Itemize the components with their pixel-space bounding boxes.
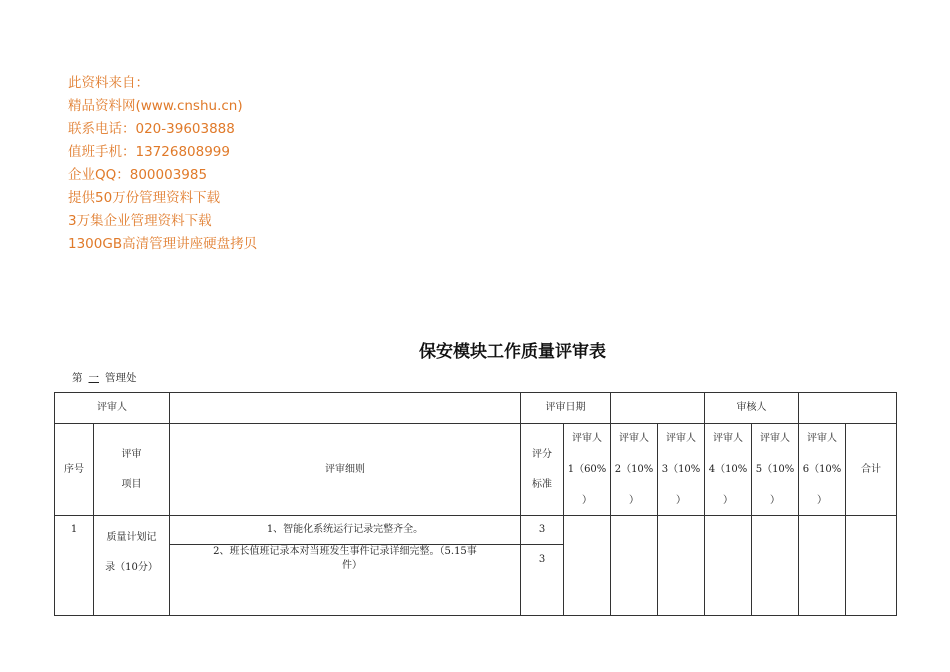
reviewer-col-top: 评审人 [760,432,790,444]
promo-block [68,72,257,256]
promo-line: 此资料来自： [68,75,149,91]
row-detail-line1: 2、班长值班记录本对当班发生事件记录详细完整。（5.15事 [213,546,477,557]
dept-suffix: 管理处 [105,372,137,384]
row-item-line2: 录（10分） [105,562,158,573]
reviewer-col-mid: 6（10% [802,463,842,475]
reviewer-col-top: 评审人 [666,432,696,444]
reviewer-col-header [705,424,752,516]
reviewer-col-mid: 5（10% [755,463,795,475]
score-cell-reviewer-4[interactable] [705,516,752,616]
row-detail-line2: 件） [342,560,362,571]
reviewer-col-top: 评审人 [713,432,743,444]
reviewer-col-bot: ） [629,494,639,506]
item-header [94,424,170,516]
score-header-bottom: 标准 [532,478,552,490]
department-line [72,370,137,385]
seq-header: 序号 [55,424,94,516]
row-seq: 1 [55,516,94,616]
reviewer-col-mid: 3（10% [661,463,701,475]
score-header-top: 评分 [532,448,552,460]
reviewer-col-mid: 2（10% [614,463,654,475]
reviewer-col-top: 评审人 [619,432,649,444]
reviewer-col-header [799,424,846,516]
header-row-1 [55,393,897,424]
dept-blank: 一 [88,372,99,384]
promo-line: 值班手机：13726808999 [68,144,230,160]
reviewer-col-header [611,424,658,516]
header-row-2 [55,424,897,516]
reviewer-col-mid: 1（60% [567,463,607,475]
row-score: 3 [521,545,564,616]
dept-prefix: 第 [72,372,83,384]
score-cell-reviewer-2[interactable] [611,516,658,616]
promo-line: 精品资料网(www.cnshu.cn) [68,98,243,114]
promo-line: 企业QQ：800003985 [68,167,208,183]
auditor-label: 审核人 [705,393,799,424]
reviewer-col-header [564,424,611,516]
row-item [94,516,170,616]
promo-line: 1300GB高清管理讲座硬盘拷贝 [68,236,258,252]
review-table [54,392,897,616]
review-date-value-cell[interactable] [611,393,705,424]
table-row [55,516,897,545]
document-title: 保安模块工作质量评审表 [419,342,606,362]
reviewer-col-top: 评审人 [572,432,602,444]
reviewer-col-mid: 4（10% [708,463,748,475]
promo-line: 提供50万份管理资料下载 [68,190,221,206]
reviewer-col-top: 评审人 [807,432,837,444]
auditor-value-cell[interactable] [799,393,897,424]
item-header-top: 评审 [121,448,142,460]
reviewer-col-bot: ） [770,494,780,506]
row-detail [170,545,521,616]
score-cell-reviewer-5[interactable] [752,516,799,616]
row-detail: 1、智能化系统运行记录完整齐全。 [170,516,521,545]
reviewer-col-bot: ） [723,494,733,506]
reviewer-col-bot: ） [817,494,827,506]
reviewer-label: 评审人 [55,393,170,424]
reviewer-col-header [658,424,705,516]
reviewer-value-cell[interactable] [170,393,521,424]
review-date-label: 评审日期 [521,393,611,424]
score-cell-reviewer-1[interactable] [564,516,611,616]
reviewer-col-bot: ） [676,494,686,506]
score-cell-reviewer-6[interactable] [799,516,846,616]
score-header [521,424,564,516]
promo-line: 联系电话：020-39603888 [68,121,235,137]
score-cell-reviewer-3[interactable] [658,516,705,616]
row-score: 3 [521,516,564,545]
promo-line: 3万集企业管理资料下载 [68,213,212,229]
detail-header: 评审细则 [170,424,521,516]
total-header: 合计 [846,424,897,516]
reviewer-col-header [752,424,799,516]
reviewer-col-bot: ） [582,494,592,506]
total-cell[interactable] [846,516,897,616]
item-header-bottom: 项目 [121,478,142,490]
row-item-line1: 质量计划记 [106,532,157,543]
